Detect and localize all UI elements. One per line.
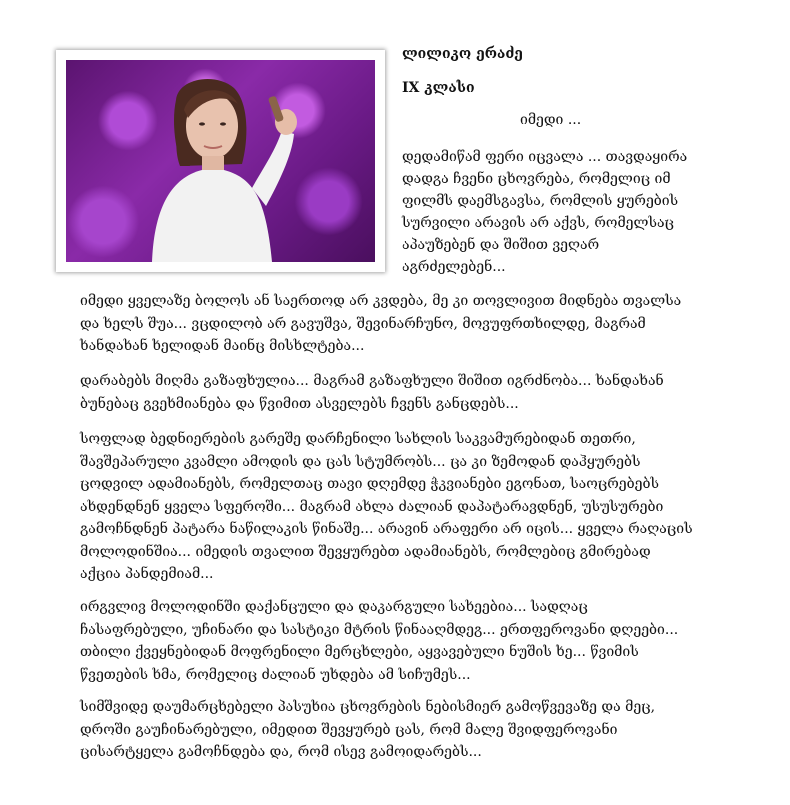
essay-title: იმედი ... [520,112,582,128]
paragraph-6: სიმშვიდე დაუმარცხებელი პასუხია ცხოვრების ნებისმიერ გამოწვევაზე და მეც, დროში გაუჩინარებული, იმედით შევყურებ ცას, რომ მალე შვიდფეროვანი ცისარტყელა გამოჩნდება და, რომ ისევ გამოიდარებს... [80,699,656,760]
paragraph-1: დედამიწამ ფერი იცვალა ... თავდაყირა დადგა ჩვენი ცხოვრება, რომელიც იმ ფილმს დაემსგავსა, რომლის ყურების სურვილი არავის არ აქვს, რომელსაც აპაუზებენ და შიშით ვეღარ აგრძელებენ... [402,149,688,275]
paragraph-3: დარაბებს მიღმა გაზაფხულია... მაგრამ გაზაფხული შიშით იგრძნობა... ხანდახან ბუნებაც გვეხმიანება და წვიმით ასველებს ჩვენს განცდებს... [80,373,664,412]
grade-label: IX კლასი [402,80,475,96]
photo-frame [56,50,385,272]
portrait-figure [66,60,375,262]
paragraph-5: ირგვლივ მოლოდინში დაქანცული და დაკარგული სახეებია... სადღაც ჩასაფრებული, უჩინარი და სასტიკი მტრის წინააღმდეგ... ერთფეროვანი დღეები... თბილი ქვეყნებიდან მოფრენილი მერცხლები, აყვავებული ნუშის ხე... წვიმის წვეთების ხმა, რომელიც ძალიან უხდება ამ სიჩუმეს... [80,599,679,683]
paragraph-4: სოფლად ბედნიერების გარეშე დარჩენილი სახლის საკვამურებიდან თეთრი, შავშეპარული კვამლი ამოდის და ცას სტუმრობს... ცა კი ზემოდან დაჰყურებს ცოდვილ ადამიანებს, რომელთაც თავი დღემდე ჭკვიანები ეგონათ, საოცრებებს ახდენდნენ ყველა სფეროში... მაგრამ ახლა ძალიან დაპატარავდნენ, უსუსურები გამოჩნდნენ პატარა ნაწილაკის წინაშე... არავინ არაფერი არ იცის... ყველა რაღაცის მოლოდინშია... იმედის თვალით შევყურებთ ადამიანებს, რომლებიც გმირებად აქცია პანდემიამ... [80,431,693,582]
paragraph-2: იმედი ყველაზე ბოლოს ან საერთოდ არ კვდება, მე კი თოვლივით მიდნება თვალსა და ხელს შუა... ვცდილობ არ გავუშვა, შევინარჩუნო, მოვუფრთხილდე, მაგრამ ხანდახან ხელიდან მაინც მისხლტება... [80,293,682,354]
author-name: ლილიკო ერაძე [402,46,523,62]
portrait-photo [66,60,375,262]
